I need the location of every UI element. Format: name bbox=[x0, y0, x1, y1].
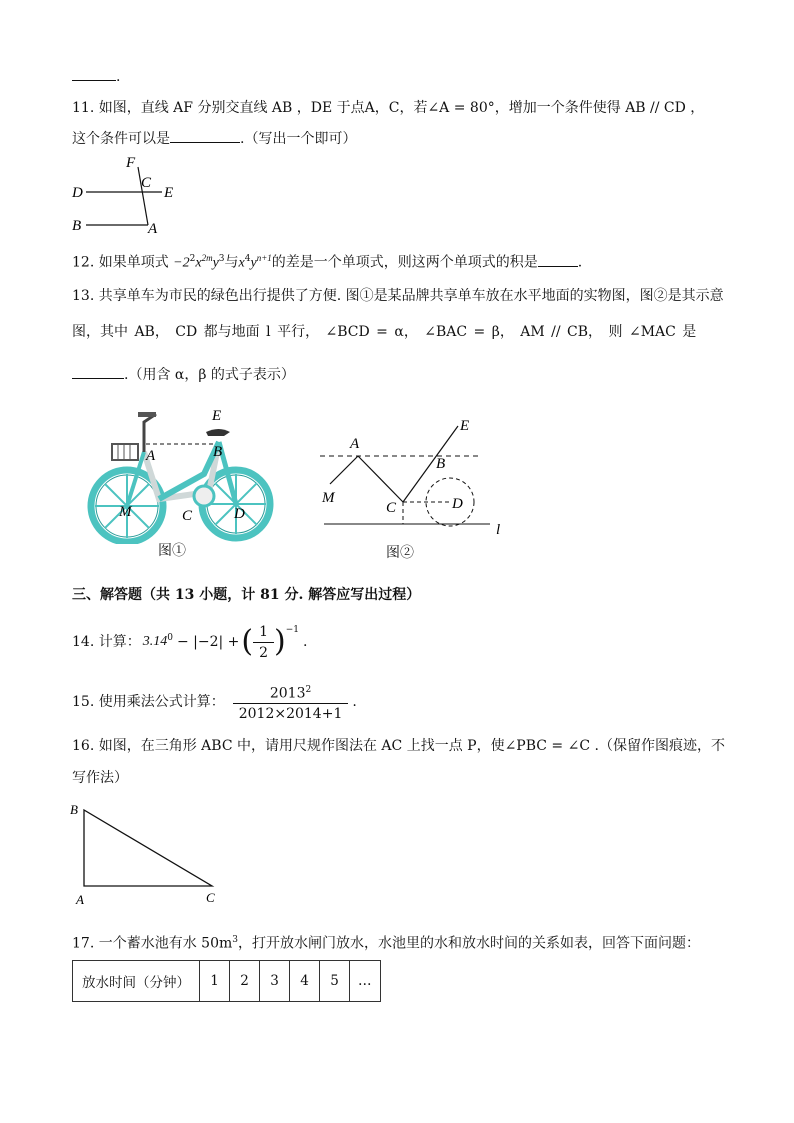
q17-line: 17. 一个蓄水池有水 $50m^3$，打开放水闸门放水，水池里的水和放水时间的关系如表，回答下面问题： bbox=[72, 935, 700, 952]
tri-label-c: C bbox=[206, 890, 215, 905]
q11-label-e: E bbox=[164, 185, 174, 201]
q14-fraction: $\frac{1}{2}$ bbox=[253, 622, 274, 663]
q11-label-c: C bbox=[141, 175, 152, 191]
sch-label-c: C bbox=[386, 500, 397, 516]
q10-answer-blank[interactable] bbox=[72, 66, 116, 81]
sch-label-l: l bbox=[496, 522, 501, 538]
q16-line1: 16. 如图，在三角形 ABC 中，请用尺规作图法在 AC 上找一点 P，使∠PBC = ∠C .（保留作图痕迹，不 bbox=[72, 738, 725, 754]
q11-label-f: F bbox=[126, 155, 136, 171]
table-header-cell: 放水时间（分钟） bbox=[73, 961, 200, 1002]
q17-table bbox=[72, 960, 381, 1002]
q14-line: 14. 计算： 3.14 $^0$ − |−2| + ( $\frac{1}{2}$ ) $^{-1}$ . bbox=[72, 623, 308, 661]
bike-label-e: E bbox=[212, 408, 222, 424]
q13-fig2-caption: 图② bbox=[386, 545, 414, 561]
q13-figure1-bicycle bbox=[84, 404, 284, 544]
bike-label-b: B bbox=[213, 444, 223, 460]
sch-label-a: A bbox=[350, 436, 360, 452]
q13-line2: 图，其中 AB， CD 都与地面 l 平行， ∠BCD = α， ∠BAC = β， AM // CB， 则 ∠MAC 是 bbox=[72, 324, 697, 340]
sch-label-d: D bbox=[452, 496, 463, 512]
q13-answer-blank[interactable] bbox=[72, 364, 124, 379]
q13-figure2-schematic bbox=[310, 410, 510, 550]
bike-label-a: A bbox=[146, 448, 156, 464]
q12-answer-blank[interactable] bbox=[538, 252, 578, 267]
q11-figure bbox=[70, 155, 190, 235]
q16-line2: 写作法） bbox=[72, 770, 128, 786]
q15-line: 15. 使用乘法公式计算： $\frac{2013^2}{2012\times 2014+1}$ . bbox=[72, 680, 357, 724]
q11-label-a: A bbox=[148, 221, 158, 235]
bike-label-d: D bbox=[234, 506, 245, 522]
sch-label-b: B bbox=[436, 456, 446, 472]
q11-line2: 这个条件可以是 .（写出一个即可） bbox=[72, 128, 356, 149]
q15-fraction: $\frac{2013^2}{2012\times 2014+1}$ bbox=[233, 680, 349, 725]
q10-tail: . bbox=[72, 66, 120, 87]
sch-label-m: M bbox=[322, 490, 335, 506]
sch-label-e: E bbox=[460, 418, 470, 434]
table-cell: 2 bbox=[230, 961, 260, 1002]
table-cell: … bbox=[350, 961, 381, 1002]
q16-triangle-figure bbox=[70, 800, 230, 910]
tri-label-a: A bbox=[76, 892, 84, 907]
tri-label-b: B bbox=[70, 802, 78, 817]
table-cell: 1 bbox=[200, 961, 230, 1002]
q13-line1: 13. 共享单车为市民的绿色出行提供了方便. 图①是某品牌共享单车放在水平地面的实物图，图②是其示意 bbox=[72, 288, 724, 304]
section3-title: 三、解答题（共 13 小题，计 81 分. 解答应写出过程） bbox=[72, 587, 421, 603]
q12-line: 12. 如果单项式 $-2^2x^{2m}y^3$与$x^4y^{n+1}$的差是一个单项式，则这两个单项式的积是 . bbox=[72, 253, 583, 271]
table-row bbox=[73, 961, 381, 1002]
table-cell: 4 bbox=[290, 961, 320, 1002]
q13-line3: .（用含 α，β 的式子表示） bbox=[72, 364, 295, 385]
q11-line1: 11. 如图，直线 AF 分别交直线 AB ，DE 于点A，C，若∠A = 80°，增加一个条件使得 AB // CD ， bbox=[72, 100, 705, 116]
q11-label-b: B bbox=[72, 218, 82, 234]
bike-label-m: M bbox=[119, 504, 132, 520]
q11-answer-blank[interactable] bbox=[170, 128, 240, 143]
q13-fig1-caption: 图① bbox=[158, 543, 186, 559]
table-cell: 3 bbox=[260, 961, 290, 1002]
q11-label-d: D bbox=[72, 185, 83, 201]
bike-label-c: C bbox=[182, 508, 193, 524]
table-cell: 5 bbox=[320, 961, 350, 1002]
